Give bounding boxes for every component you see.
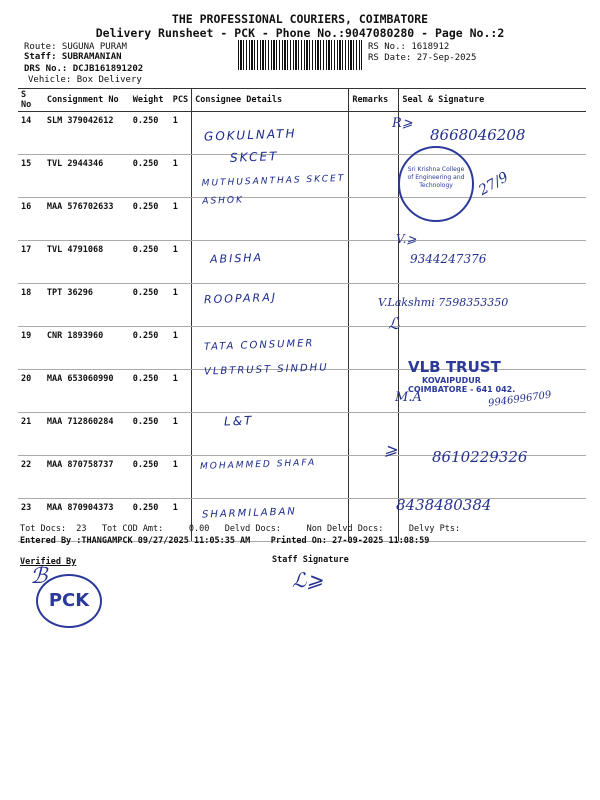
totals-line: Tot Docs: 23 Tot COD Amt: 0.00 Delvd Docs: Non Delvd Docs: Delvy Pts: (20, 524, 461, 534)
col-weight: Weight (130, 89, 170, 112)
col-remarks: Remarks (349, 89, 399, 112)
row-consignment: TPT 36296 (44, 284, 130, 327)
pck-stamp-text: PCK (48, 590, 90, 611)
col-pcs: PCS (170, 89, 192, 112)
handwritten-phone: 8610229326 (432, 448, 528, 466)
row-pcs: 1 (170, 413, 192, 456)
row-consignment: MAA 653060990 (44, 370, 130, 413)
row-remarks (349, 456, 399, 499)
handwritten-consignee: SHARMILABAN (201, 506, 297, 521)
handwritten-consignee: MOHAMMED SHAFA (199, 457, 317, 473)
college-seal-text: Sri Krishna College of Engineering and Technology (407, 166, 465, 189)
signature-scribble: ℒ (388, 314, 400, 333)
row-weight: 0.250 (130, 413, 170, 456)
row-consignment: MAA 576702633 (44, 198, 130, 241)
signature-scribble: M.A (395, 390, 422, 405)
handwritten-consignee: MUTHUSANTHAS SKCET ASHOK (201, 173, 346, 207)
entered-by-line: Entered By :THANGAMPCK 09/27/2025 11:05:35 AM Printed On: 27-09-2025 11:08:59 (20, 536, 430, 546)
handwritten-phone: 8438480384 (396, 496, 492, 514)
row-sno: 21 (18, 413, 44, 456)
row-sno: 15 (18, 155, 44, 198)
signature-scribble: V.⩾ (396, 232, 417, 246)
runsheet-table (18, 88, 586, 542)
row-pcs: 1 (170, 112, 192, 155)
row-weight: 0.250 (130, 327, 170, 370)
row-consignment: SLM 379042612 (44, 112, 130, 155)
handwritten-consignee: SKCET (229, 149, 279, 165)
handwritten-phone: 9344247376 (410, 252, 487, 266)
drs-number: DRS No.: DCJB161891202 (24, 64, 144, 74)
handwritten-consignee: TATA CONSUMER (203, 338, 315, 353)
row-sno: 16 (18, 198, 44, 241)
row-pcs: 1 (170, 155, 192, 198)
row-consignment: MAA 870904373 (44, 499, 130, 542)
row-weight: 0.250 (130, 198, 170, 241)
staff-label: Staff: SUBRAMANIAN (24, 52, 122, 62)
col-consignee: Consignee Details (192, 89, 349, 112)
col-consignment: Consignment No (44, 89, 130, 112)
company-title: THE PROFESSIONAL COURIERS, COIMBATORE (171, 12, 429, 26)
row-weight: 0.250 (130, 241, 170, 284)
handwritten-consignee: ABISHA (209, 251, 264, 266)
row-consignment: MAA 712860284 (44, 413, 130, 456)
row-pcs: 1 (170, 241, 192, 284)
row-consignment: TVL 2944346 (44, 155, 130, 198)
row-sno: 20 (18, 370, 44, 413)
barcode (238, 40, 362, 70)
row-pcs: 1 (170, 327, 192, 370)
row-sno: 17 (18, 241, 44, 284)
col-seal: Seal & Signature (399, 89, 586, 112)
signature-scribble: R⩾ (392, 116, 413, 131)
row-weight: 0.250 (130, 112, 170, 155)
vlb-trust-stamp (408, 358, 558, 394)
row-remarks (349, 241, 399, 284)
row-weight: 0.250 (130, 499, 170, 542)
verified-by-label: Verified By (20, 557, 77, 567)
row-consignment: CNR 1893960 (44, 327, 130, 370)
row-sno: 18 (18, 284, 44, 327)
runsheet-subtitle: Delivery Runsheet - PCK - Phone No.:9047080280 - Page No.:2 (95, 26, 505, 40)
handwritten-consignee: ROOPARAJ (203, 290, 278, 307)
staff-signature-label: Staff Signature (272, 555, 349, 565)
row-sno: 23 (18, 499, 44, 542)
row-consignment: MAA 870758737 (44, 456, 130, 499)
vehicle-label: Vehicle: Box Delivery (28, 75, 142, 85)
row-weight: 0.250 (130, 284, 170, 327)
row-weight: 0.250 (130, 155, 170, 198)
route-label: Route: SUGUNA PURAM (24, 42, 127, 52)
row-consignee (192, 413, 349, 456)
rs-date: RS Date: 27-Sep-2025 (368, 53, 477, 63)
vlb-trust-title: VLB TRUST (408, 358, 501, 376)
handwritten-phone: 9946996709 (487, 389, 553, 410)
handwritten-phone: 8668046208 (430, 126, 526, 144)
row-weight: 0.250 (130, 456, 170, 499)
col-sno: S No (18, 89, 44, 112)
rs-number: RS No.: 1618912 (368, 42, 450, 52)
table-header-row (18, 89, 586, 112)
table-row (18, 241, 586, 284)
handwritten-phone: V.Lakshmi 7598353350 (378, 296, 509, 309)
handwritten-date: 27/9 (476, 169, 512, 199)
row-pcs: 1 (170, 198, 192, 241)
row-sno: 22 (18, 456, 44, 499)
signature-scribble: ⩾ (384, 440, 398, 459)
vlb-trust-line2: COIMBATORE - 641 042. (408, 385, 516, 394)
row-remarks (349, 370, 399, 413)
staff-signature: ℒ⩾ (292, 568, 324, 592)
handwritten-consignee: GOKULNATH (203, 126, 297, 144)
row-sno: 19 (18, 327, 44, 370)
vlb-trust-line1: KOVAIPUDUR (422, 376, 481, 385)
row-pcs: 1 (170, 370, 192, 413)
row-weight: 0.250 (130, 370, 170, 413)
verifier-signature: ℬ (30, 564, 48, 589)
row-pcs: 1 (170, 284, 192, 327)
row-sno: 14 (18, 112, 44, 155)
row-pcs: 1 (170, 456, 192, 499)
college-seal (398, 146, 474, 222)
handwritten-consignee: L&T (223, 413, 254, 429)
row-consignment: TVL 4791068 (44, 241, 130, 284)
handwritten-consignee: VLBTRUST SINDHU (203, 362, 329, 378)
row-pcs: 1 (170, 499, 192, 542)
